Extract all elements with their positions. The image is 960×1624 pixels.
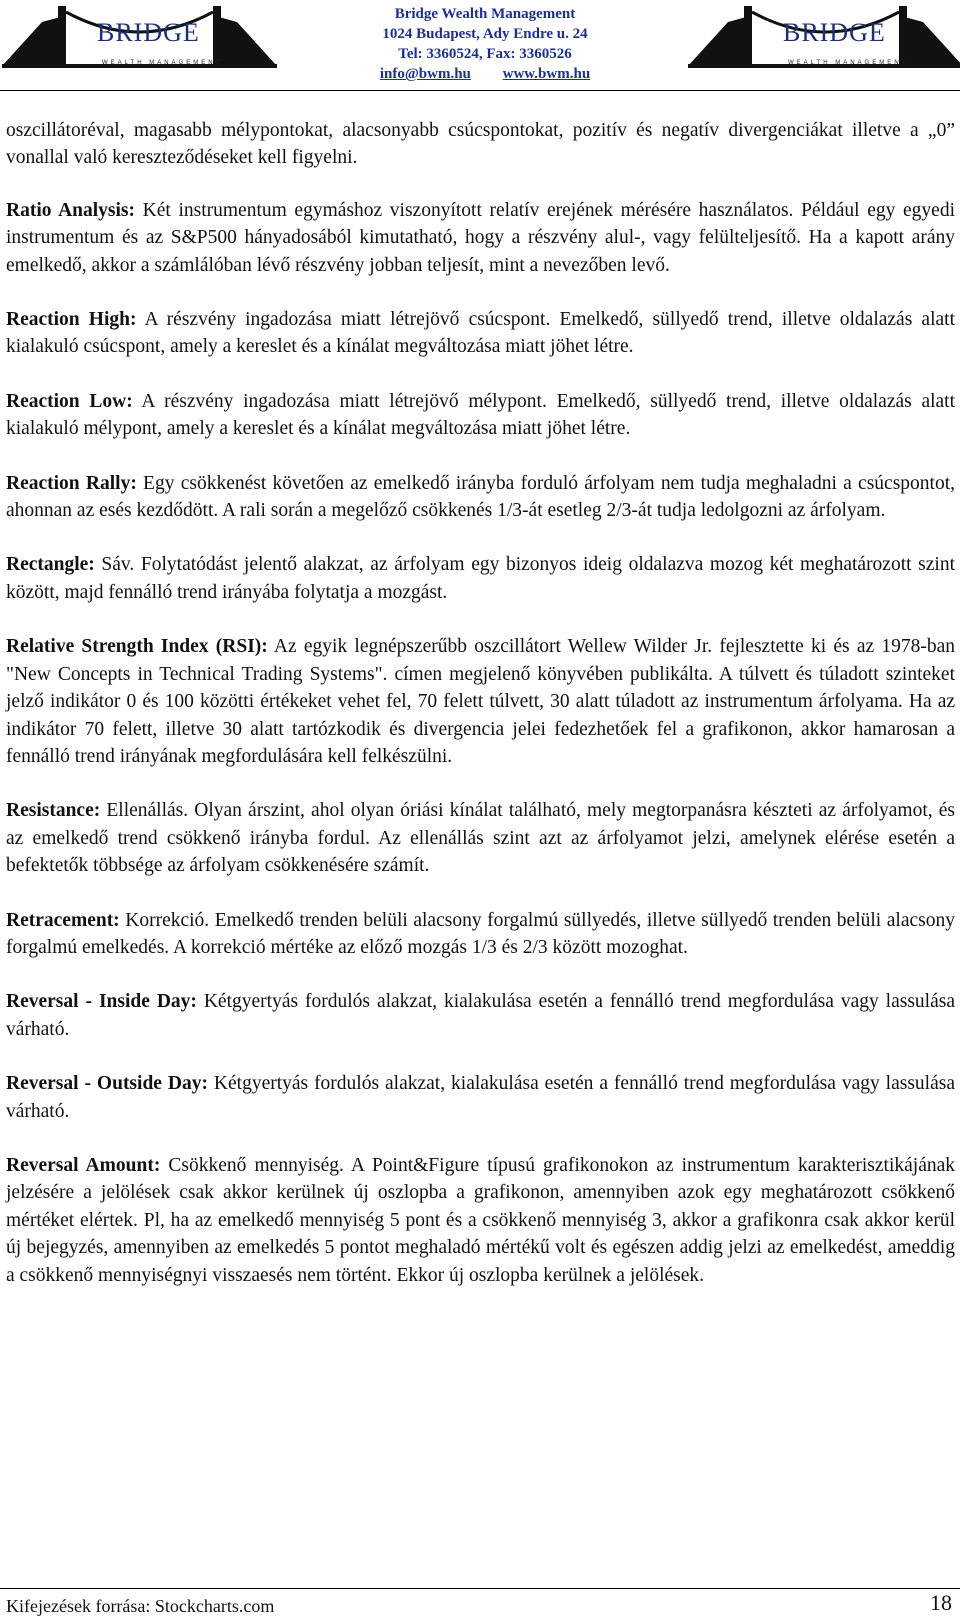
entry-text: Kétgyertyás fordulós alakzat, kialakulása esetén a fennálló trend megfordulása vagy lassulása várható. xyxy=(6,1073,955,1122)
email-link[interactable]: info@bwm.hu xyxy=(379,66,471,82)
entry-text: A részvény ingadozása miatt létrejövő mélypont. Emelkedő, süllyedő trend, illetve oldalazás alatt kialakuló mélypont, amely a kereslet és a kínálat megváltozása miatt jöhet létre. xyxy=(6,390,956,440)
entry-term: Reaction High: xyxy=(6,309,137,331)
entry-term: Reversal - Inside Day: xyxy=(6,991,197,1013)
glossary-entry xyxy=(6,988,955,1043)
entry-term: Reversal - Outside Day: xyxy=(6,1073,208,1095)
entry-term: Rectangle: xyxy=(6,554,95,576)
contact-links xyxy=(310,64,660,84)
entry-term: Reaction Low: xyxy=(6,390,133,412)
glossary-body xyxy=(6,117,955,1316)
entry-term: Reversal Amount: xyxy=(6,1154,161,1176)
entry-text: Sáv. Folytatódást jelentő alakzat, az árfolyam egy bizonyos ideig oldalazva mozog két meghatározott szint között, majd fennálló trend irányába folytatja a mozgást. xyxy=(6,554,955,603)
entry-term: Relative Strength Index (RSI): xyxy=(6,636,268,658)
entry-text: Kétgyertyás fordulós alakzat, kialakulása esetén a fennálló trend megfordulása vagy lassulása várható. xyxy=(6,991,955,1040)
glossary-entry xyxy=(6,633,955,770)
phone-fax: Tel: 3360524, Fax: 3360526 xyxy=(398,46,572,62)
logo-brand: BRIDGE xyxy=(97,18,200,47)
entry-text: Két instrumentum egymáshoz viszonyított relatív erejének mérésére használatos. Például egy egyedi instrumentum és az S&P500 hányadosából kimutatható, hogy a részvény alul-, vagy felülteljesítő. Ha a kapott arány emelkedő, akkor a számlálóban lévő részvény jobban teljesít, mint a nevezőben levő. xyxy=(6,199,955,276)
company-name: Bridge Wealth Management xyxy=(394,6,576,22)
entry-term: Reaction Rally: xyxy=(6,472,137,494)
entry-text: Korrekció. Emelkedő trenden belüli alacsony forgalmú süllyedés, illetve süllyedő trenden belüli alacsony forgalmú emelkedés. A korrekció mértéke az előző mozgás 1/3 és 2/3 között mozoghat. xyxy=(6,909,955,958)
entry-term: Ratio Analysis: xyxy=(6,199,135,221)
glossary-entry xyxy=(6,551,955,606)
logo-brand: BRIDGE xyxy=(783,18,886,47)
footer-divider xyxy=(0,1588,960,1589)
glossary-entry xyxy=(6,1152,955,1289)
page-number: 18 xyxy=(930,1590,952,1615)
logo-subtitle: WEALTH MANAGEMENT xyxy=(102,60,223,66)
entry-term: Retracement: xyxy=(6,909,120,931)
entry-text: Egy csökkenést követően az emelkedő irányba forduló árfolyam nem tudja meghaladni a csúcspontot, ahonnan az esés kezdődött. A rali során a megelőző csökkenés 1/3-át esetleg 2/3-át tudja ledolgozni az árfolyam. xyxy=(6,472,955,522)
company-address: 1024 Budapest, Ady Endre u. 24 xyxy=(382,26,588,42)
entry-text: A részvény ingadozása miatt létrejövő csúcspont. Emelkedő, süllyedő trend, illetve oldalazás alatt kialakuló csúcspont, amely a kereslet és a kínálat megváltozása miatt jöhet létre. xyxy=(6,309,955,358)
website-link[interactable]: www.bwm.hu xyxy=(502,66,591,82)
footer-source: Kifejezések forrása: Stockcharts.com xyxy=(6,1596,275,1616)
page-header xyxy=(0,0,960,92)
glossary-entry xyxy=(6,388,955,443)
glossary-entry xyxy=(6,907,955,962)
contact-block xyxy=(310,4,660,84)
bridge-logo-left xyxy=(2,2,277,74)
glossary-entry xyxy=(6,797,955,879)
logo-subtitle: WEALTH MANAGEMENT xyxy=(788,60,909,66)
entry-text: Ellenállás. Olyan árszint, ahol olyan óriási kínálat található, mely megtorpanásra készteti az árfolyamot, és az emelkedő trend csökkenő irányba fordul. Az ellenállás szint azt az árfolyamot jelzi, amelynek elérése esetén a befektetők többsége az árfolyam csökkenésére számít. xyxy=(6,800,955,877)
entry-text: Csökkenő mennyiség. A Point&Figure típusú grafikonokon az instrumentum karakterisztikájának jelzésére a jelölések csak akkor kerülnek új oszlopba a grafikonon, amennyiben azok egy meghatározott csökkenő mértéket elértek. Pl, ha az emelkedő mennyiség 5 pont és a csökkenő mennyiség 3, akkor a grafikonra csak akkor kerül új bejegyzés, amennyiben az emelkedés 5 pontot meghaladó mértékű volt és egészen addig jelzi az emelkedést, ameddig a csökkenő mennyiségnyi visszaesés nem történt. Ekkor új oszlopba kerülnek a jelölések. xyxy=(6,1154,956,1286)
bridge-logo-right xyxy=(688,2,960,74)
header-divider xyxy=(0,90,960,91)
glossary-entry xyxy=(6,470,955,525)
glossary-entry xyxy=(6,1070,955,1125)
entry-term: Resistance: xyxy=(6,800,101,822)
glossary-entry xyxy=(6,117,955,172)
entry-text: Az egyik legnépszerűbb oszcillátort Wellew Wilder Jr. fejlesztette ki és az 1978-ban "New Concepts in Technical Trading Systems". címen megjelenő könyvében publikálta. A túlvett és túladott szinteket jelző indikátor 0 és 100 közötti értékeket vehet fel, 70 felett túlvett, 30 alatt túladott az instrumentum árfolyama. Ha az indikátor 70 felett, illetve 30 alatt tartózkodik és divergencia jelei fedezhetőek fel a grafikonon, akkor hamarosan a fennálló trend irányának megfordulására kell felkészülni. xyxy=(6,636,955,767)
glossary-entry xyxy=(6,306,955,361)
entry-text: oszcillátoréval, magasabb mélypontokat, alacsonyabb csúcspontokat, pozitív és negatív divergenciákat illetve a „0” vonallal való kereszteződéseket kell figyelni. xyxy=(6,120,955,169)
glossary-entry xyxy=(6,197,955,279)
